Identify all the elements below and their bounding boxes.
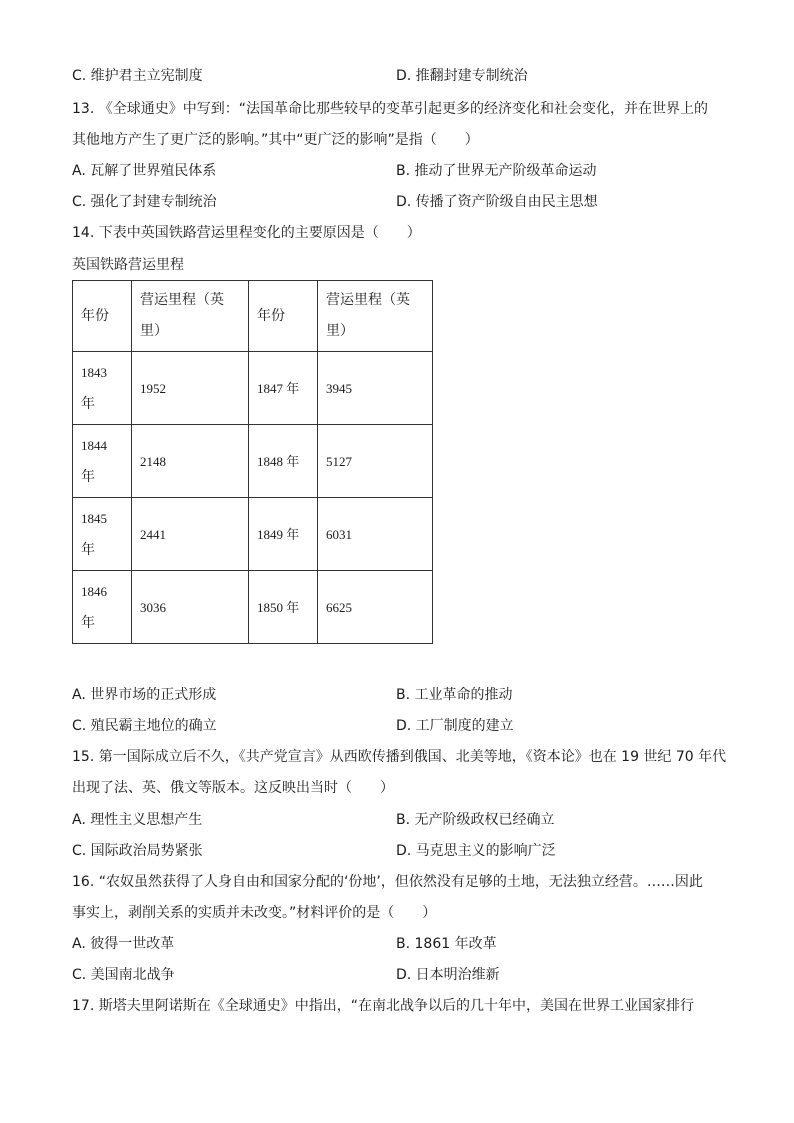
- q15-option-b: B. 无产阶级政权已经确立: [396, 812, 555, 828]
- table-row: [73, 425, 433, 498]
- q13-stem-line1: 13. 《全球通史》中写到：“法国革命比那些较早的变革引起更多的经济变化和社会变化，并在世界上的: [72, 101, 708, 117]
- mileage-cell: 5127: [318, 425, 433, 498]
- table-header-row: [73, 281, 433, 352]
- q14-table-title: 英国铁路营运里程: [72, 257, 184, 273]
- q16-stem-line2: 事实上，剥削关系的实质并未改变。”材料评价的是（ ）: [72, 905, 437, 921]
- q15-stem-line2: 出现了法、英、俄文等版本。这反映出当时（ ）: [72, 780, 394, 796]
- q16-option-b: B. 1861 年改革: [396, 936, 497, 952]
- mileage-cell: 2441: [132, 498, 249, 571]
- q14-option-c: C. 殖民霸主地位的确立: [72, 718, 217, 734]
- q15-stem-line1: 15. 第一国际成立后不久，《共产党宣言》从西欧传播到俄国、北美等地，《资本论》也在 19 世纪 70 年代: [72, 749, 727, 765]
- q14-option-b: B. 工业革命的推动: [396, 687, 513, 703]
- year-cell: 1845 年: [73, 498, 132, 571]
- q13-stem-line2: 其他地方产生了更广泛的影响。”其中“更广泛的影响”是指（ ）: [72, 132, 479, 148]
- q13-option-a: A. 瓦解了世界殖民体系: [72, 163, 217, 179]
- table-row: [73, 352, 433, 425]
- year-cell: 1844 年: [73, 425, 132, 498]
- q13-option-b: B. 推动了世界无产阶级革命运动: [396, 163, 597, 179]
- q14-option-d: D. 工厂制度的建立: [396, 718, 514, 734]
- q15-option-a: A. 理性主义思想产生: [72, 812, 203, 828]
- year-cell: 1843 年: [73, 352, 132, 425]
- header-year-2: 年份: [249, 281, 318, 352]
- year-cell: 1846 年: [73, 571, 132, 644]
- q17-stem-line1: 17. 斯塔夫里阿诺斯在《全球通史》中指出，“在南北战争以后的几十年中，美国在世界工业国家排行: [72, 998, 694, 1014]
- table-row: [73, 571, 433, 644]
- mileage-cell: 3945: [318, 352, 433, 425]
- q13-option-c: C. 强化了封建专制统治: [72, 194, 217, 210]
- year-cell: 1850 年: [249, 571, 318, 644]
- q16-option-d: D. 日本明治维新: [396, 967, 500, 983]
- table-row: [73, 498, 433, 571]
- mileage-cell: 1952: [132, 352, 249, 425]
- q16-option-c: C. 美国南北战争: [72, 967, 175, 983]
- mileage-cell: 6625: [318, 571, 433, 644]
- q14-stem: 14. 下表中英国铁路营运里程变化的主要原因是（ ）: [72, 225, 421, 241]
- q12-option-c: C. 维护君主立宪制度: [72, 68, 203, 84]
- railway-mileage-table: [72, 280, 433, 644]
- year-cell: 1847 年: [249, 352, 318, 425]
- q15-option-c: C. 国际政治局势紧张: [72, 843, 203, 859]
- header-mileage-1: 营运里程（英 里）: [132, 281, 249, 352]
- mileage-cell: 3036: [132, 571, 249, 644]
- q15-option-d: D. 马克思主义的影响广泛: [396, 843, 556, 859]
- q14-option-a: A. 世界市场的正式形成: [72, 687, 217, 703]
- mileage-cell: 2148: [132, 425, 249, 498]
- q16-stem-line1: 16. “农奴虽然获得了人身自由和国家分配的‘份地’，但依然没有足够的土地，无法独立经营。……因此: [72, 874, 703, 890]
- q13-option-d: D. 传播了资产阶级自由民主思想: [396, 194, 598, 210]
- year-cell: 1849 年: [249, 498, 318, 571]
- year-cell: 1848 年: [249, 425, 318, 498]
- header-year-1: 年份: [73, 281, 132, 352]
- mileage-cell: 6031: [318, 498, 433, 571]
- header-mileage-2: 营运里程（英 里）: [318, 281, 433, 352]
- q12-option-d: D. 推翻封建专制统治: [396, 68, 528, 84]
- q16-option-a: A. 彼得一世改革: [72, 936, 175, 952]
